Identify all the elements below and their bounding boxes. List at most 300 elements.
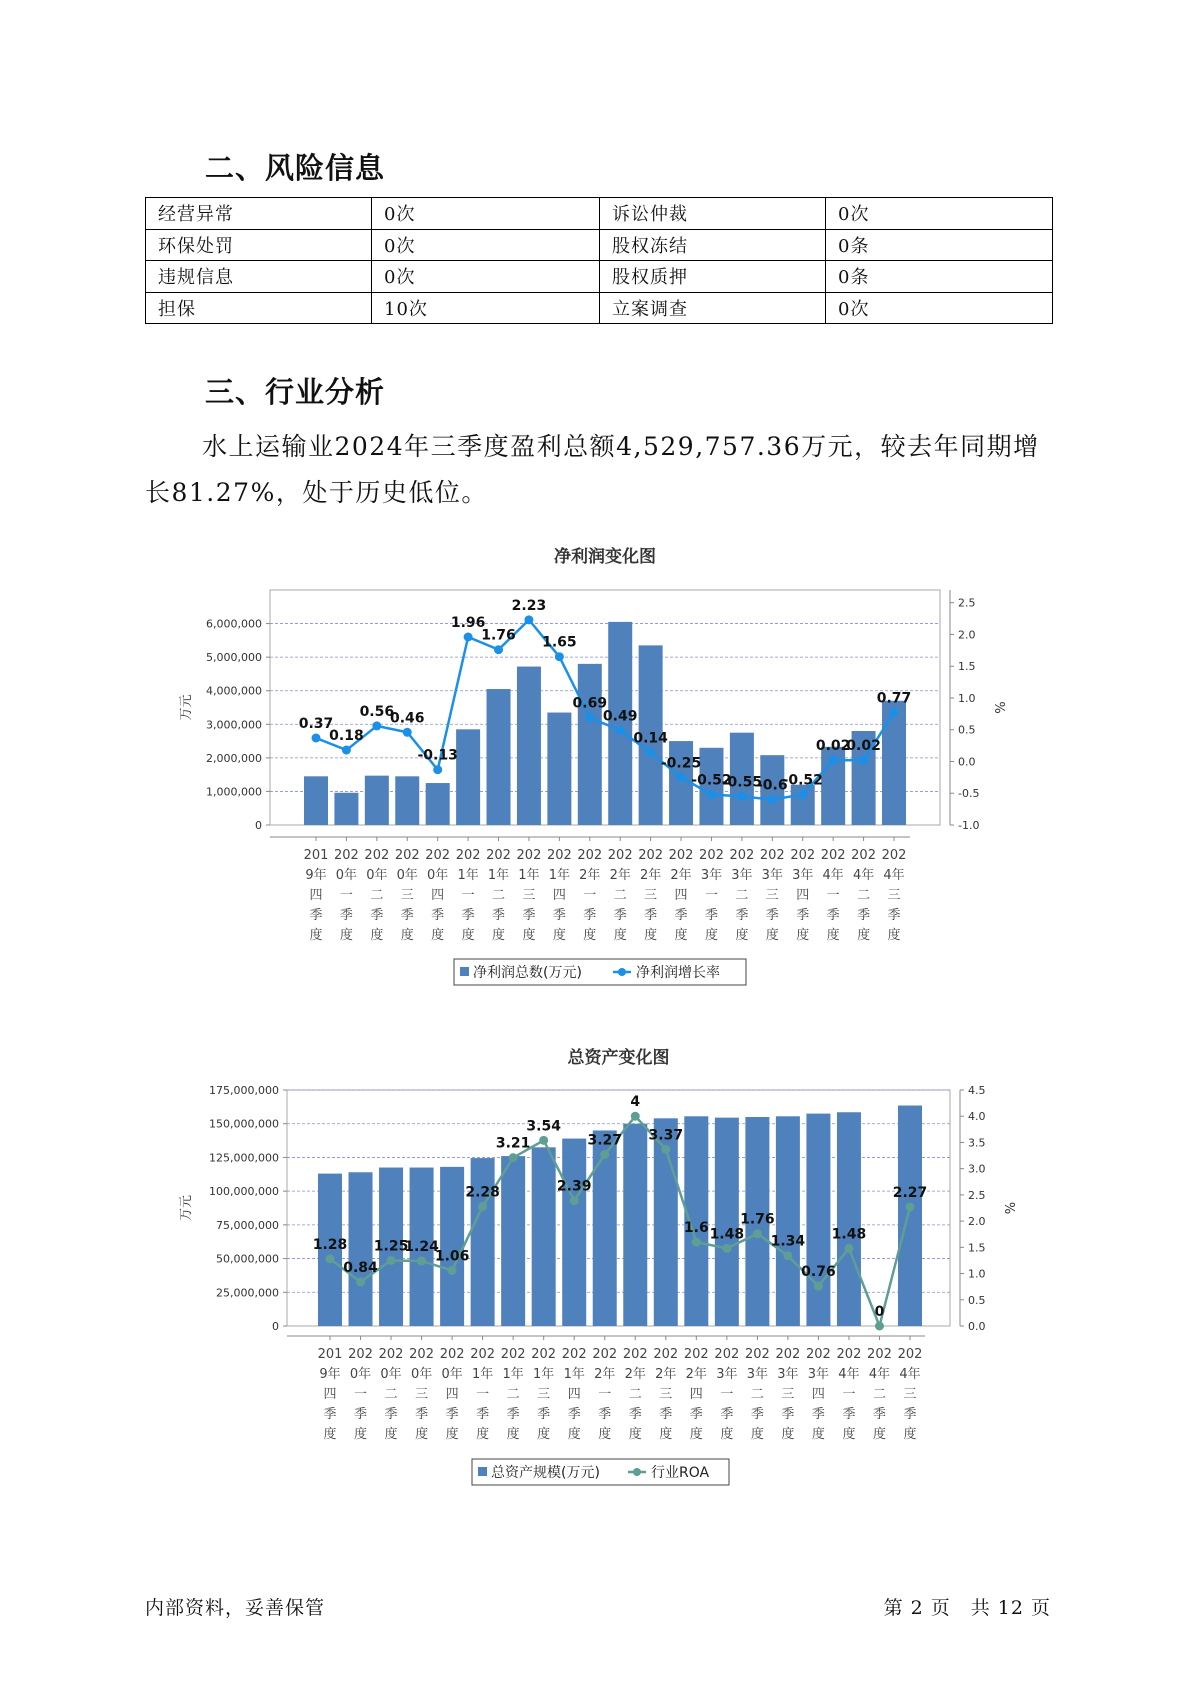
x-tick-label: 度 (735, 928, 749, 943)
line-point (875, 1322, 884, 1331)
x-tick-label: 度 (476, 1427, 490, 1442)
table-cell: 0次 (372, 229, 600, 261)
x-tick-label: 季 (431, 908, 445, 923)
x-tick-label: 季 (506, 1407, 520, 1422)
x-tick-label: 度 (339, 928, 353, 943)
x-tick-label: 202 (378, 1347, 404, 1362)
y-tick-label-left: 75,000,000 (216, 1218, 279, 1232)
x-tick-label: 度 (431, 928, 445, 943)
x-tick-label: 202 (470, 1347, 496, 1362)
y-tick-label-right: 2.0 (968, 1215, 986, 1229)
y-tick-label-right: 0.5 (958, 723, 976, 737)
x-tick-label: 202 (867, 1347, 892, 1362)
x-tick-label: 202 (394, 848, 420, 863)
x-tick-label: 度 (903, 1427, 917, 1442)
line-point (722, 1244, 731, 1253)
x-tick-label: 三 (765, 888, 779, 903)
x-tick-label: 四 (309, 888, 323, 903)
x-tick-label: 一 (842, 1387, 856, 1402)
x-tick-label: 季 (384, 1407, 398, 1422)
x-tick-label: 一 (826, 888, 840, 903)
data-label: -0.55 (721, 774, 763, 791)
x-tick-label: 季 (323, 1407, 337, 1422)
x-tick-label: 4年 (852, 868, 875, 883)
table-cell: 0次 (826, 292, 1053, 324)
y-tick-label-right: 1.5 (958, 660, 976, 674)
x-tick-label: 202 (486, 848, 511, 863)
x-tick-label: 季 (445, 1407, 459, 1422)
bar (776, 1116, 800, 1326)
y-tick-label-left: 2,000,000 (206, 751, 262, 765)
x-tick-label: 度 (552, 928, 566, 943)
x-tick-label: 度 (704, 928, 718, 943)
line-point (464, 633, 473, 642)
x-tick-label: 季 (628, 1407, 642, 1422)
x-tick-label: 季 (704, 908, 718, 923)
x-tick-label: 度 (842, 1427, 856, 1442)
data-label: 1.48 (709, 1226, 745, 1243)
y-tick-label-left: 100,000,000 (209, 1185, 279, 1199)
section-title-industry: 三、行业分析 (205, 375, 386, 409)
y-tick-label-right: 1.5 (968, 1241, 986, 1255)
x-tick-label: 季 (765, 908, 779, 923)
y-tick-label-right: 4.0 (968, 1110, 986, 1124)
line-point (448, 1266, 457, 1275)
x-tick-label: 季 (583, 908, 597, 923)
x-tick-label: 季 (492, 908, 506, 923)
x-tick-label: 二 (750, 1387, 764, 1402)
bar (898, 1106, 922, 1326)
x-tick-label: 3年 (792, 868, 814, 883)
x-tick-label: 四 (689, 1387, 703, 1402)
x-tick-label: 季 (735, 908, 749, 923)
section-title-risk: 二、风险信息 (205, 151, 386, 185)
legend-label-bar: 总资产规模(万元) (491, 1465, 600, 1481)
x-tick-label: 度 (781, 1427, 795, 1442)
data-label: 0.49 (602, 708, 638, 725)
data-label: 0 (874, 1304, 885, 1320)
x-tick-label: 季 (842, 1407, 856, 1422)
data-label: 1.6 (683, 1220, 709, 1237)
x-tick-label: 4年 (822, 868, 844, 883)
line-point (646, 748, 655, 757)
x-tick-label: 度 (689, 1427, 703, 1442)
x-tick-label: 度 (872, 1427, 886, 1442)
x-tick-label: 季 (689, 1407, 703, 1422)
x-tick-label: 2年 (624, 1367, 646, 1382)
legend-swatch-point (618, 968, 626, 976)
table-row (146, 229, 1053, 261)
x-tick-label: 1年 (533, 1367, 555, 1382)
x-tick-label: 0年 (349, 1367, 372, 1382)
y-tick-label-right: 0.0 (968, 1320, 986, 1333)
bar (806, 1114, 830, 1326)
x-tick-label: 0年 (410, 1367, 433, 1382)
x-tick-label: 一 (476, 1387, 490, 1402)
data-label: 0.18 (329, 728, 364, 745)
x-tick-label: 度 (674, 928, 688, 943)
x-tick-label: 季 (720, 1407, 734, 1422)
y-axis-title-left: 万元 (179, 694, 194, 721)
data-label: 3.37 (648, 1127, 684, 1144)
footer-confidential-note: 内部资料，妥善保管 (145, 1597, 326, 1619)
x-tick-label: 季 (598, 1407, 612, 1422)
legend-label-line: 行业ROA (651, 1465, 710, 1481)
line-point (524, 615, 533, 624)
y-tick-label-left: 175,000,000 (209, 1084, 279, 1097)
x-tick-label: 三 (659, 1387, 673, 1402)
line-point (372, 721, 381, 730)
x-tick-label: 二 (492, 888, 506, 903)
x-tick-label: 季 (370, 908, 384, 923)
x-tick-label: 202 (577, 848, 603, 863)
x-tick-label: 1年 (502, 1367, 524, 1382)
x-tick-label: 4年 (868, 1367, 891, 1382)
bar (456, 729, 480, 825)
x-tick-label: 季 (826, 908, 840, 923)
x-tick-label: 0年 (380, 1367, 402, 1382)
x-tick-label: 度 (583, 928, 597, 943)
x-tick-label: 季 (781, 1407, 795, 1422)
y-tick-label-left: 6,000,000 (206, 617, 262, 631)
data-label: 0.84 (343, 1259, 378, 1276)
x-tick-label: 一 (704, 888, 718, 903)
x-tick-label: 9年 (319, 1367, 341, 1382)
x-tick-label: 度 (309, 928, 323, 943)
x-tick-label: 一 (583, 888, 597, 903)
x-tick-label: 三 (522, 888, 536, 903)
bar (471, 1158, 495, 1326)
x-tick-label: 4年 (838, 1367, 860, 1382)
x-tick-label: 2年 (685, 1367, 707, 1382)
x-tick-label: 度 (400, 928, 414, 943)
table-row (146, 261, 1053, 293)
data-label: 2.23 (511, 597, 547, 614)
x-tick-label: 202 (348, 1347, 373, 1362)
data-label: 3.27 (587, 1132, 623, 1149)
x-tick-label: 2年 (609, 868, 631, 883)
x-tick-label: 四 (796, 888, 810, 903)
x-tick-label: 季 (354, 1407, 368, 1422)
bar (715, 1118, 739, 1326)
footer-page-number: 第 2 页 共 12 页 (883, 1597, 1051, 1619)
x-tick-label: 0年 (427, 868, 449, 883)
x-tick-label: 度 (887, 928, 901, 943)
data-label: 3.21 (495, 1135, 531, 1152)
data-label: 0.76 (801, 1264, 836, 1281)
x-tick-label: 202 (409, 1347, 434, 1362)
line-point (387, 1256, 396, 1265)
table-cell: 0次 (372, 198, 600, 230)
x-tick-label: 202 (516, 848, 542, 863)
data-label: 2.39 (556, 1178, 592, 1195)
line-point (539, 1136, 548, 1145)
data-label: 1.24 (404, 1238, 439, 1255)
table-cell: 经营异常 (146, 198, 372, 230)
line-point (677, 773, 686, 782)
x-tick-label: 202 (820, 848, 846, 863)
x-tick-label: 四 (323, 1387, 337, 1402)
x-tick-label: 度 (720, 1427, 734, 1442)
y-tick-label-right: 1.0 (958, 691, 976, 705)
line-point (600, 1150, 609, 1159)
x-tick-label: 201 (317, 1347, 343, 1362)
y-tick-label-left: 3,000,000 (206, 718, 262, 732)
bar (532, 1147, 556, 1326)
x-tick-label: 3年 (746, 1367, 769, 1382)
line-point (342, 746, 351, 755)
risk-info-table (145, 197, 1053, 324)
line-point (844, 1244, 853, 1253)
data-label: 1.48 (831, 1226, 867, 1243)
line-point (631, 1112, 640, 1121)
chart-title: 净利润变化图 (554, 547, 656, 567)
line-point (798, 790, 807, 799)
table-cell: 0次 (826, 198, 1053, 230)
x-tick-label: 202 (592, 1347, 618, 1362)
table-cell: 诉讼仲裁 (600, 198, 826, 230)
x-tick-label: 2年 (655, 1367, 677, 1382)
line-point (312, 733, 321, 742)
bar (334, 793, 358, 825)
x-tick-label: 四 (445, 1387, 459, 1402)
x-tick-label: 3年 (761, 868, 783, 883)
line-point (783, 1251, 792, 1260)
bar (440, 1167, 464, 1326)
net-profit-chart-svg (0, 540, 1191, 1000)
x-tick-label: 季 (674, 908, 688, 923)
x-tick-label: 202 (881, 848, 907, 863)
bar (365, 776, 389, 825)
x-tick-label: 202 (668, 848, 694, 863)
x-tick-label: 季 (476, 1407, 490, 1422)
x-tick-label: 202 (683, 1347, 709, 1362)
x-tick-label: 度 (522, 928, 536, 943)
data-label: -0.6 (757, 777, 788, 794)
x-tick-label: 季 (552, 908, 566, 923)
data-label: 0.02 (815, 738, 851, 755)
x-tick-label: 度 (567, 1427, 581, 1442)
x-tick-label: 202 (334, 848, 359, 863)
x-tick-label: 202 (851, 848, 876, 863)
y-tick-label-left: 4,000,000 (206, 684, 262, 698)
x-tick-label: 四 (431, 888, 445, 903)
table-row (146, 198, 1053, 230)
x-tick-label: 一 (461, 888, 475, 903)
line-point (433, 765, 442, 774)
x-tick-label: 2年 (639, 868, 662, 883)
line-point (570, 1196, 579, 1205)
x-tick-label: 1年 (563, 1367, 585, 1382)
y-tick-label-right: 4.5 (968, 1084, 986, 1097)
y-tick-label-left: 25,000,000 (216, 1286, 279, 1300)
x-tick-label: 1年 (518, 868, 540, 883)
net-profit-chart (0, 540, 1191, 1000)
total-assets-chart-svg (0, 1040, 1191, 1500)
table-cell: 10次 (372, 292, 600, 324)
data-label: 1.65 (542, 634, 577, 651)
x-tick-label: 三 (903, 1387, 917, 1402)
x-tick-label: 二 (613, 888, 627, 903)
bar (593, 1130, 617, 1326)
line-point (890, 708, 899, 717)
bar (501, 1156, 525, 1326)
data-label: -0.52 (782, 772, 823, 789)
data-label: 1.25 (373, 1238, 409, 1255)
x-tick-label: 202 (699, 848, 724, 863)
bar (349, 1172, 373, 1326)
legend-swatch-bar (478, 1467, 487, 1476)
x-tick-label: 季 (567, 1407, 581, 1422)
legend-swatch-point (633, 1468, 641, 1476)
x-tick-label: 201 (303, 848, 329, 863)
chart-title: 总资产变化图 (567, 1048, 670, 1068)
line-point (356, 1277, 365, 1286)
x-tick-label: 季 (613, 908, 627, 923)
y-tick-label-left: 5,000,000 (206, 651, 262, 665)
x-tick-label: 202 (439, 1347, 465, 1362)
x-tick-label: 202 (638, 848, 664, 863)
x-tick-label: 度 (384, 1427, 398, 1442)
x-tick-label: 季 (903, 1407, 917, 1422)
x-tick-label: 4年 (883, 868, 905, 883)
y-tick-label-left: 50,000,000 (216, 1252, 279, 1266)
table-cell: 担保 (146, 292, 372, 324)
x-tick-label: 季 (339, 908, 353, 923)
y-tick-label-left: 150,000,000 (209, 1117, 279, 1131)
y-axis-title-right: % (1001, 1201, 1016, 1215)
x-tick-label: 0年 (335, 868, 358, 883)
x-tick-label: 度 (628, 1427, 642, 1442)
x-tick-label: 度 (826, 928, 840, 943)
y-tick-label-right: 3.5 (968, 1136, 986, 1150)
x-tick-label: 202 (607, 848, 633, 863)
x-tick-label: 202 (622, 1347, 648, 1362)
x-tick-label: 度 (765, 928, 779, 943)
table-cell: 0条 (826, 229, 1053, 261)
data-label: 0.14 (633, 730, 668, 747)
x-tick-label: 202 (425, 848, 451, 863)
table-cell: 股权质押 (600, 261, 826, 293)
x-tick-label: 季 (400, 908, 414, 923)
x-tick-label: 二 (384, 1387, 398, 1402)
x-tick-label: 一 (354, 1387, 368, 1402)
y-tick-label-right: -1.0 (958, 819, 980, 832)
line-point (616, 726, 625, 735)
y-tick-label-right: 2.0 (958, 628, 976, 642)
line-point (737, 792, 746, 801)
line-point (403, 728, 412, 737)
line-point (555, 652, 564, 661)
x-tick-label: 1年 (471, 1367, 494, 1382)
bar (426, 783, 450, 825)
y-tick-label-right: 2.5 (958, 596, 976, 610)
x-tick-label: 度 (492, 928, 506, 943)
y-tick-label-right: 0.5 (968, 1293, 986, 1307)
x-tick-label: 202 (714, 1347, 740, 1362)
x-tick-label: 3年 (700, 868, 723, 883)
x-tick-label: 度 (370, 928, 384, 943)
y-tick-label-right: 1.0 (968, 1267, 986, 1281)
x-tick-label: 3年 (731, 868, 753, 883)
x-tick-label: 202 (531, 1347, 557, 1362)
table-cell: 0次 (372, 261, 600, 293)
y-tick-label-left: 125,000,000 (209, 1151, 279, 1165)
x-tick-label: 3年 (777, 1367, 799, 1382)
x-tick-label: 度 (598, 1427, 612, 1442)
x-tick-label: 202 (897, 1347, 923, 1362)
x-tick-label: 2年 (594, 1367, 616, 1382)
x-tick-label: 度 (506, 1427, 520, 1442)
x-tick-label: 季 (796, 908, 810, 923)
line-point (859, 756, 868, 765)
x-tick-label: 四 (552, 888, 566, 903)
line-point (585, 713, 594, 722)
line-point (509, 1153, 518, 1162)
x-tick-label: 度 (613, 928, 627, 943)
x-tick-label: 三 (644, 888, 658, 903)
x-tick-label: 季 (309, 908, 323, 923)
line-point (478, 1202, 487, 1211)
x-tick-label: 二 (628, 1387, 642, 1402)
legend-label-bar: 净利润总数(万元) (473, 965, 582, 981)
data-label: 4 (630, 1094, 641, 1111)
bar (882, 701, 906, 825)
x-tick-label: 度 (811, 1427, 825, 1442)
table-cell: 立案调查 (600, 292, 826, 324)
line-point (829, 756, 838, 765)
data-label: -0.52 (691, 772, 732, 789)
table-cell: 股权冻结 (600, 229, 826, 261)
legend-swatch-bar (460, 967, 469, 976)
y-tick-label-left: 0 (255, 819, 262, 832)
x-tick-label: 四 (674, 888, 688, 903)
data-label: 0.37 (298, 715, 334, 732)
x-tick-label: 季 (644, 908, 658, 923)
y-tick-label-right: 2.5 (968, 1188, 986, 1202)
x-tick-label: 季 (522, 908, 536, 923)
bar (395, 776, 419, 825)
x-tick-label: 2年 (670, 868, 692, 883)
legend-label-line: 净利润增长率 (636, 965, 720, 981)
data-label: 2.27 (892, 1184, 928, 1201)
y-tick-label-right: -0.5 (958, 787, 980, 801)
x-tick-label: 三 (887, 888, 901, 903)
x-tick-label: 202 (500, 1347, 526, 1362)
data-label: 0.77 (876, 690, 912, 707)
data-label: 1.76 (481, 627, 516, 644)
x-tick-label: 3年 (716, 1367, 738, 1382)
data-label: -0.25 (660, 755, 702, 772)
x-tick-label: 度 (354, 1427, 368, 1442)
x-tick-label: 季 (750, 1407, 764, 1422)
x-tick-label: 202 (836, 1347, 862, 1362)
x-tick-label: 度 (323, 1427, 337, 1442)
table-cell: 环保处罚 (146, 229, 372, 261)
x-tick-label: 季 (461, 908, 475, 923)
x-tick-label: 202 (806, 1347, 831, 1362)
y-tick-label-left: 1,000,000 (206, 785, 262, 799)
x-tick-label: 季 (872, 1407, 886, 1422)
x-tick-label: 季 (659, 1407, 673, 1422)
bar (517, 667, 541, 825)
bar (487, 689, 511, 825)
x-tick-label: 202 (653, 1347, 679, 1362)
x-tick-label: 二 (872, 1387, 886, 1402)
data-label: 2.28 (465, 1184, 500, 1201)
y-tick-label-right: 0.0 (958, 755, 976, 769)
bar (562, 1139, 586, 1326)
